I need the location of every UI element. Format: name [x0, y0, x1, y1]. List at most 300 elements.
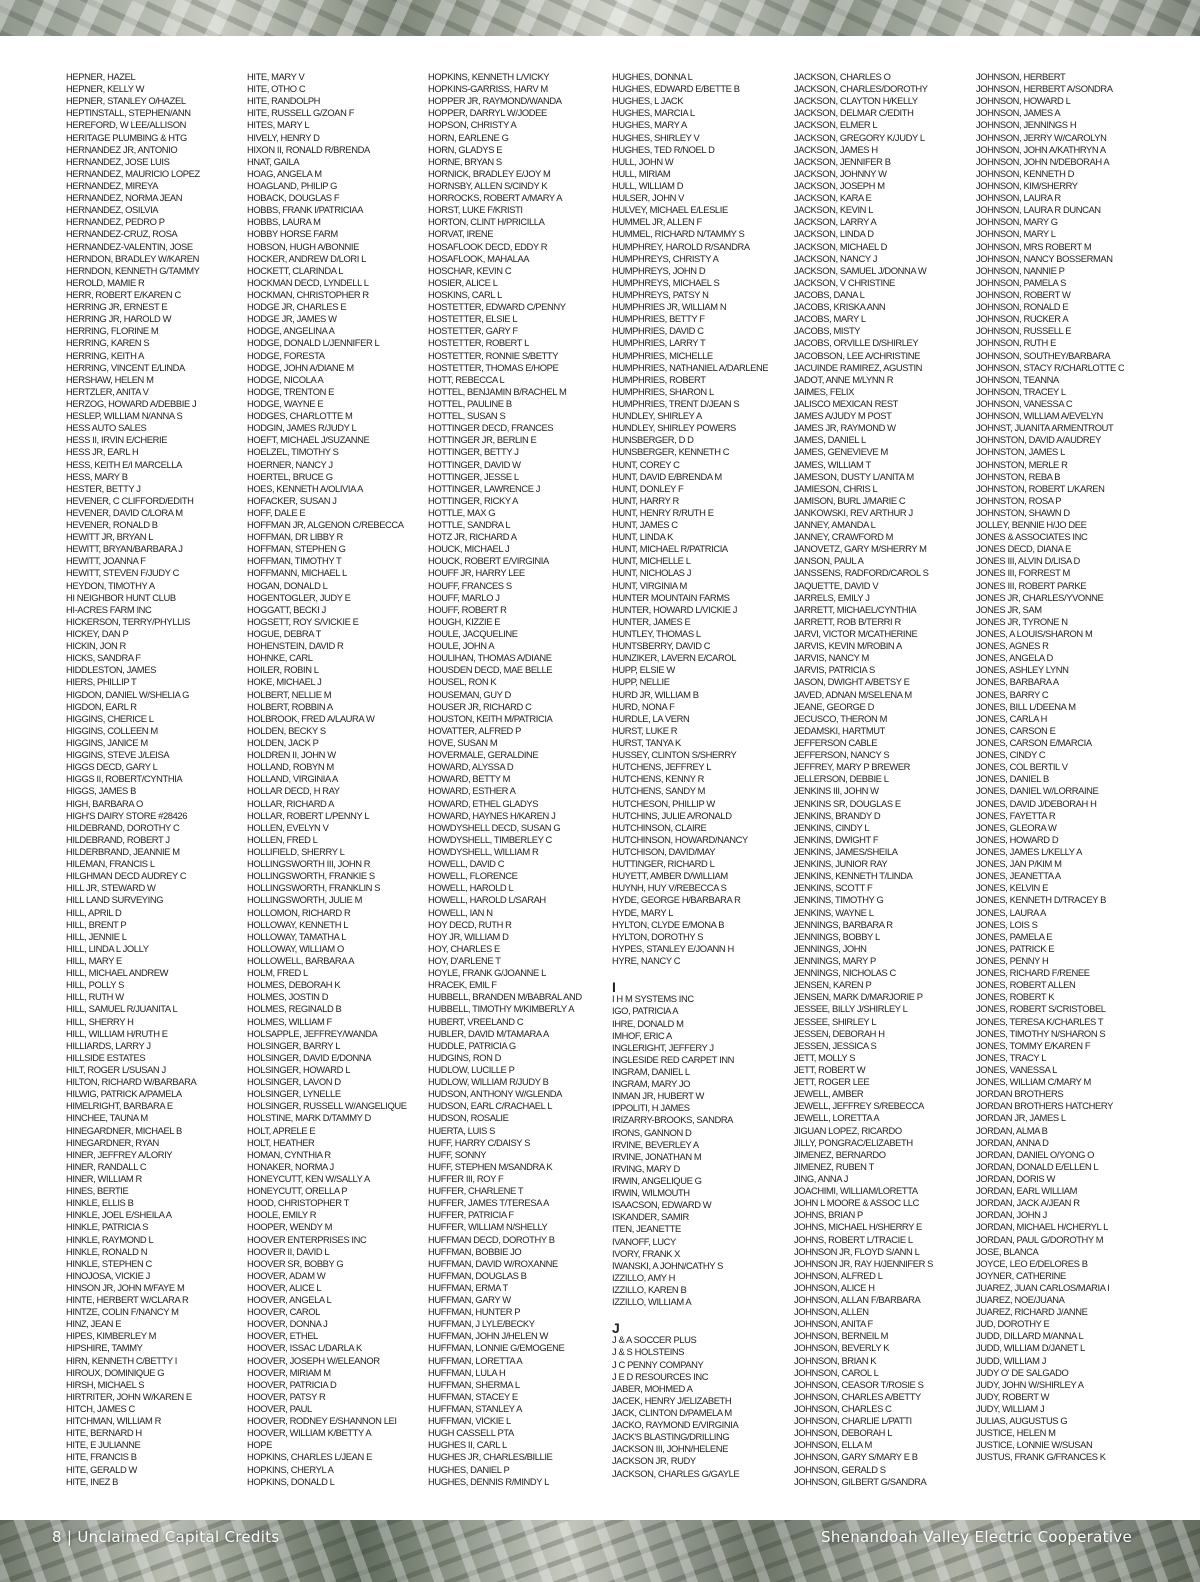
member-name-entry: JING, ANNA J: [794, 1172, 849, 1184]
member-name-entry: JENKINS, BRANDY D: [794, 809, 881, 821]
member-name-entry: HOPSON, CHRISTY A: [428, 119, 517, 131]
member-name-entry: HODGE, NICOLA A: [247, 373, 324, 385]
name-column-4: [612, 71, 768, 1480]
member-name-entry: HUTCHENS, JEFFREY L: [612, 761, 712, 773]
member-name-entry: JONES, ROBERT ALLEN: [976, 979, 1076, 991]
member-name-entry: JARRETT, MICHAEL/CYNTHIA: [794, 603, 917, 615]
member-name-entry: JONES, LOIS S: [976, 918, 1038, 930]
member-name-entry: JOHNSTON, SHAWN D: [976, 506, 1070, 518]
member-name-entry: JACKSON III, JOHN/HELENE: [612, 1443, 728, 1455]
member-name-entry: HUMMEL, RICHARD N/TAMMY S: [612, 228, 745, 240]
letter-heading: J: [612, 1320, 620, 1337]
member-name-entry: HITE, RANDOLPH: [247, 95, 321, 107]
member-name-entry: JACKSON, JOSEPH M: [794, 179, 885, 191]
member-name-entry: JARRELS, EMILY J: [794, 591, 870, 603]
member-name-entry: HERTZLER, ANITA V: [66, 385, 149, 397]
member-name-entry: JABER, MOHMED A: [612, 1382, 693, 1394]
member-name-entry: HUGHES JR, CHARLES/BILLIE: [428, 1451, 553, 1463]
member-name-entry: HUTCHISON, DAVID/MAY: [612, 846, 716, 857]
member-name-entry: HEWITT, STEVEN F/JUDY C: [66, 567, 180, 579]
member-name-entry: HIROUX, DOMINIQUE G: [66, 1366, 165, 1378]
member-name-entry: JOHNSON, MARY G: [976, 216, 1058, 228]
member-name-entry: HOPKINS, CHERYL A: [247, 1463, 334, 1475]
member-name-entry: HOLDREN II, JOHN W: [247, 749, 336, 761]
page-footer-right: Shenandoah Valley Electric Cooperative: [821, 1528, 1132, 1546]
member-name-entry: HOLLAND, ROBYN M: [247, 761, 334, 773]
member-name-entry: HUTCHENS, SANDY M: [612, 785, 706, 797]
member-name-entry: HUTCHINSON, CLAIRE: [612, 821, 707, 833]
member-name-entry: HUMPHRIES, TRENT D/JEAN S: [612, 397, 740, 409]
member-name-entry: JETT, ROBERT W: [794, 1063, 866, 1075]
member-name-entry: HOLBROOK, FRED A/LAURA W: [247, 712, 375, 724]
member-name-entry: JUSTICE, LONNIE W/SUSAN: [976, 1439, 1093, 1451]
member-name-entry: JOHNSON, GILBERT G/SANDRA: [794, 1475, 927, 1487]
member-name-entry: JACKSON, KEVIN L: [794, 204, 874, 216]
member-name-entry: HUGHES, TED R/NOEL D: [612, 143, 715, 155]
member-name-entry: HESS II, IRVIN E/CHERIE: [66, 434, 168, 446]
member-name-entry: HIGDON, EARL R: [66, 700, 137, 712]
member-name-entry: JONES, DANIEL W/LORRAINE: [976, 785, 1099, 797]
member-name-entry: JONES, CARSON E/MARCIA: [976, 737, 1092, 749]
member-name-entry: JOHNSON, ALLAN F/BARBARA: [794, 1294, 921, 1306]
member-name-entry: HOSTETTER, ELSIE L: [428, 313, 518, 325]
member-name-entry: HUPP, ELSIE W: [612, 664, 675, 676]
member-name-entry: JENSEN, KAREN P: [794, 979, 872, 991]
member-name-entry: HERNDON, KENNETH G/TAMMY: [66, 264, 200, 276]
member-name-entry: JOHNSON, CHARLIE L/PATTI: [794, 1415, 912, 1427]
member-name-entry: JOHNSON, JOHN A/KATHRYN A: [976, 143, 1106, 155]
member-name-entry: HUNT, VIRGINIA M: [612, 579, 687, 591]
member-name-entry: JOHNSON, RUTH E: [976, 337, 1056, 349]
member-name-entry: HUGHES, MARY A: [612, 119, 687, 131]
member-name-entry: HORNSBY, ALLEN S/CINDY K: [428, 179, 548, 191]
member-name-entry: HOLLIFIELD, SHERRY L: [247, 846, 345, 857]
member-name-entry: HONEYCUTT, ORELLA P: [247, 1185, 348, 1197]
member-name-entry: HOOVER, PATSY R: [247, 1390, 326, 1402]
member-name-entry: JONES, JAN P/KIM M: [976, 858, 1062, 870]
member-name-entry: HOSTETTER, RONNIE S/BETTY: [428, 349, 559, 361]
member-name-entry: HODGE JR, JAMES W: [247, 313, 337, 325]
member-name-entry: JAMIESON, CHRIS L: [794, 482, 878, 494]
member-name-entry: JONES, VANESSA L: [976, 1063, 1057, 1075]
member-name-entry: HOLMES, WILLIAM F: [247, 1015, 332, 1027]
member-name-entry: HUDLOW, LUCILLE P: [428, 1063, 515, 1075]
member-name-entry: HOWDYSHELL, TIMBERLEY C: [428, 833, 552, 845]
member-name-entry: HOSAFLOOK DECD, EDDY R: [428, 240, 548, 252]
member-name-entry: HOLBERT, ROBBIN A: [247, 700, 333, 712]
member-name-entry: HESS JR, EARL H: [66, 446, 139, 458]
member-name-entry: JENNINGS, NICHOLAS C: [794, 967, 896, 979]
member-name-entry: HOLLOWAY, WILLIAM O: [247, 942, 344, 954]
member-name-entry: JORDAN, DONALD E/ELLEN L: [976, 1160, 1099, 1172]
member-name-entry: JENKINS SR, DOUGLAS E: [794, 797, 901, 809]
member-name-entry: HIGGINS, COLLEEN M: [66, 724, 158, 736]
name-column-3: [428, 71, 582, 1488]
member-name-entry: HEREFORD, W LEE/ALLISON: [66, 119, 186, 131]
member-name-entry: HOSAFLOOK, MAHALAA: [428, 252, 530, 264]
member-name-entry: HUFFMAN, VICKIE L: [428, 1415, 511, 1427]
member-name-entry: HULL, WILLIAM D: [612, 179, 684, 191]
member-name-entry: HUTCHESON, PHILLIP W: [612, 797, 715, 809]
member-name-entry: JORDAN, PAUL G/DOROTHY M: [976, 1233, 1104, 1245]
member-name-entry: JOHNSON JR, FLOYD S/ANN L: [794, 1245, 920, 1257]
member-name-entry: HOGGATT, BECKI J: [247, 603, 326, 615]
member-name-entry: HILL, SAMUEL R/JUANITA L: [66, 1003, 178, 1015]
member-name-entry: JOSE, BLANCA: [976, 1245, 1039, 1257]
member-name-entry: HUFFMAN, HUNTER P: [428, 1306, 521, 1318]
member-name-entry: HOSIER, ALICE L: [428, 276, 498, 288]
member-name-entry: JENKINS III, JOHN W: [794, 785, 879, 797]
member-name-entry: HYRE, NANCY C: [612, 954, 681, 966]
member-name-entry: JANNEY, AMANDA L: [794, 519, 876, 531]
member-name-entry: HUNTSBERRY, DAVID C: [612, 640, 711, 652]
member-name-entry: HOCKER, ANDREW D/LORI L: [247, 252, 366, 264]
member-name-entry: HESS AUTO SALES: [66, 422, 147, 434]
member-name-entry: HUBBELL, TIMOTHY M/KIMBERLY A: [428, 1003, 575, 1015]
member-name-entry: HOELZEL, TIMOTHY S: [247, 446, 339, 458]
member-name-entry: JONES, ANGELA D: [976, 652, 1053, 664]
member-name-entry: JACKSON, ELMER L: [794, 119, 878, 131]
member-name-entry: JORDAN, ANNA D: [976, 1136, 1049, 1148]
member-name-entry: JONES, PATRICK E: [976, 942, 1055, 954]
member-name-entry: HITE, RUSSELL G/ZOAN F: [247, 107, 355, 119]
member-name-entry: HOOVER, DONNA J: [247, 1318, 328, 1330]
member-name-entry: HOOVER, PAUL: [247, 1403, 312, 1415]
member-name-entry: HINKLE, PATRICIA S: [66, 1221, 149, 1233]
member-name-entry: HOLSTINE, MARK D/TAMMY D: [247, 1112, 371, 1124]
member-name-entry: JONES JR, SAM: [976, 603, 1042, 615]
member-name-entry: JUD, DOROTHY E: [976, 1318, 1050, 1330]
member-name-entry: HUMMEL JR, ALLEN F: [612, 216, 702, 228]
member-name-entry: JORDAN, DANIEL O/YONG O: [976, 1148, 1095, 1160]
member-name-entry: HEPNER, HAZEL: [66, 71, 136, 82]
member-name-entry: HINEGARDNER, MICHAEL B: [66, 1124, 182, 1136]
member-name-entry: HIGGINS, JANICE M: [66, 737, 148, 749]
member-name-entry: HIGGINS, CHERICE L: [66, 712, 154, 724]
member-name-entry: JOHNSON, VANESSA C: [976, 397, 1073, 409]
member-name-entry: HUMPHREYS, CHRISTY A: [612, 252, 719, 264]
member-name-entry: JACKSON, LINDA D: [794, 228, 874, 240]
member-name-entry: JENKINS, KENNETH T/LINDA: [794, 870, 913, 882]
member-name-entry: JORDAN, JOHN J: [976, 1209, 1047, 1221]
member-name-entry: HOWARD, ETHEL GLADYS: [428, 797, 539, 809]
member-name-entry: HIPSHIRE, TAMMY: [66, 1342, 143, 1354]
member-name-entry: JONES DECD, DIANA E: [976, 543, 1072, 555]
member-name-entry: JARRETT, ROB B/TERRI R: [794, 615, 901, 627]
member-name-entry: HUFFMAN, LULA H: [428, 1366, 506, 1378]
member-name-entry: JONES, HOWARD D: [976, 833, 1059, 845]
member-name-entry: ITEN, JEANETTE: [612, 1223, 681, 1235]
member-name-entry: INGRAM, DANIEL L: [612, 1065, 690, 1077]
member-name-entry: HYLTON, CLYDE E/MONA B: [612, 918, 725, 930]
member-name-entry: HOFFMANN, MICHAEL L: [247, 567, 347, 579]
member-name-entry: JACOBS, DANA L: [794, 288, 865, 300]
member-name-entry: HINZ, JEAN E: [66, 1318, 122, 1330]
member-name-entry: JONES, PAMELA E: [976, 930, 1053, 942]
member-name-entry: HOUFF JR, HARRY LEE: [428, 567, 525, 579]
member-name-entry: HUNT, LINDA K: [612, 531, 673, 543]
member-name-entry: HOPPER JR, RAYMOND/WANDA: [428, 95, 562, 107]
member-name-entry: JONES, FAYETTA R: [976, 809, 1056, 821]
member-name-entry: HUTCHINS, JULIE A/RONALD: [612, 809, 732, 821]
member-name-entry: HOLM, FRED L: [247, 967, 308, 979]
member-name-entry: HOPKINS, CHARLES L/JEAN E: [247, 1451, 372, 1463]
member-name-entry: JOHNSON, KENNETH D: [976, 167, 1075, 179]
page-footer-left: 8 | Unclaimed Capital Credits: [52, 1528, 280, 1546]
member-name-entry: JOHN L MOORE & ASSOC LLC: [794, 1197, 919, 1209]
member-name-entry: HERRING, VINCENT E/LINDA: [66, 361, 185, 373]
member-name-entry: JONES III, FORREST M: [976, 567, 1070, 579]
member-name-entry: JARVIS, PATRICIA S: [794, 664, 875, 676]
member-name-entry: HULL, MIRIAM: [612, 167, 671, 179]
member-name-entry: HOY, CHARLES E: [428, 942, 500, 954]
member-name-entry: HERSHAW, HELEN M: [66, 373, 154, 385]
member-name-entry: HUMPHRIES, BETTY F: [612, 313, 705, 325]
member-name-entry: JONES, ROBERT S/CRISTOBEL: [976, 1003, 1106, 1015]
member-name-entry: JACOBSON, LEE A/CHRISTINE: [794, 349, 920, 361]
member-name-entry: HEWITT JR, BRYAN L: [66, 531, 154, 543]
member-name-entry: IRVINE, JONATHAN M: [612, 1150, 702, 1162]
member-name-entry: HUFF, HARRY C/DAISY S: [428, 1136, 531, 1148]
member-name-entry: HUNT, DAVID E/BRENDA M: [612, 470, 722, 482]
member-name-entry: HI-ACRES FARM INC: [66, 603, 152, 615]
member-name-entry: HITES, MARY L: [247, 119, 310, 131]
member-name-entry: HUMPHRIES, ROBERT: [612, 373, 706, 385]
member-name-entry: JUAREZ, JUAN CARLOS/MARIA I: [976, 1281, 1110, 1293]
member-name-entry: HINKLE, ELLIS B: [66, 1197, 134, 1209]
member-name-entry: HOY JR, WILLIAM D: [428, 930, 509, 942]
member-name-entry: HOHENSTEIN, DAVID R: [247, 640, 344, 652]
member-name-entry: HOOVER, CAROL: [247, 1306, 320, 1318]
member-name-entry: JEFFERSON CABLE: [794, 737, 878, 749]
member-name-entry: HOERTEL, BRUCE G: [247, 470, 333, 482]
member-name-entry: J & S HOLSTEINS: [612, 1346, 685, 1358]
member-name-entry: HILT, ROGER L/SUSAN J: [66, 1063, 166, 1075]
member-name-entry: HOGENTOGLER, JUDY E: [247, 591, 351, 603]
member-name-entry: JORDAN, MICHAEL H/CHERYL L: [976, 1221, 1108, 1233]
member-name-entry: JUDD, WILLIAM D/JANET L: [976, 1342, 1085, 1354]
member-name-entry: HILDERBRAND, JEANNIE M: [66, 846, 180, 857]
member-name-entry: HILL, RUTH W: [66, 991, 124, 1003]
member-name-entry: HOMAN, CYNTHIA R: [247, 1148, 331, 1160]
member-name-entry: JOHNSTON, REBA B: [976, 470, 1061, 482]
member-name-entry: JAIMES, FELIX: [794, 385, 854, 397]
member-name-entry: JARVIS, NANCY M: [794, 652, 869, 664]
member-name-entry: JONES, CARSON E: [976, 724, 1056, 736]
member-name-entry: HOOVER II, DAVID L: [247, 1245, 330, 1257]
member-name-entry: HNAT, GAILA: [247, 155, 300, 167]
member-name-entry: HILTON, RICHARD W/BARBARA: [66, 1076, 197, 1088]
member-name-entry: HOOVER, ISSAC L/DARLA K: [247, 1342, 362, 1354]
member-name-entry: JARVIS, KEVIN M/ROBIN A: [794, 640, 902, 652]
member-name-entry: INGLERIGHT, JEFFERY J: [612, 1041, 714, 1053]
member-name-entry: JAMES, WILLIAM T: [794, 458, 871, 470]
member-name-entry: HUFFMAN DECD, DOROTHY B: [428, 1233, 555, 1245]
member-name-entry: HOTTEL, SUSAN S: [428, 410, 506, 422]
member-name-entry: JACKSON, CHARLES O: [794, 71, 891, 82]
member-name-entry: ISAACSON, EDWARD W: [612, 1199, 712, 1211]
member-name-entry: JAQUETTE, DAVID V: [794, 579, 879, 591]
member-name-entry: JEDAMSKI, HARTMUT: [794, 724, 885, 736]
member-name-entry: HUNSBERGER, KENNETH C: [612, 446, 730, 458]
member-name-entry: HEWITT, BRYAN/BARBARA J: [66, 543, 183, 555]
member-name-entry: HOOVER ENTERPRISES INC: [247, 1233, 367, 1245]
member-name-entry: HOHNKE, CARL: [247, 652, 313, 664]
member-name-entry: JOHNSON, MARY L: [976, 228, 1056, 240]
member-name-entry: JOHNS, MICHAEL H/SHERRY E: [794, 1221, 922, 1233]
member-name-entry: JOHNSON, JENNINGS H: [976, 119, 1077, 131]
member-name-entry: JEANE, GEORGE D: [794, 700, 874, 712]
member-name-entry: HOYLE, FRANK G/JOANNE L: [428, 967, 546, 979]
member-name-entry: HILL, APRIL D: [66, 906, 122, 918]
member-name-entry: HUNT, MICHELLE L: [612, 555, 691, 567]
member-name-entry: HERR, ROBERT E/KAREN C: [66, 288, 181, 300]
member-name-entry: JOHNSTON, JAMES L: [976, 446, 1065, 458]
member-name-entry: HOAGLAND, PHILIP G: [247, 179, 338, 191]
member-name-entry: HIRN, KENNETH C/BETTY I: [66, 1354, 177, 1366]
member-name-entry: HICKIN, JON R: [66, 640, 126, 652]
member-name-entry: HOSCHAR, KEVIN C: [428, 264, 512, 276]
member-name-entry: JAVED, ADNAN M/SELENA M: [794, 688, 912, 700]
member-name-entry: HOEFT, MICHAEL J/SUZANNE: [247, 434, 370, 446]
member-name-entry: JENKINS, CINDY L: [794, 821, 870, 833]
member-name-entry: HIGH, BARBARA O: [66, 797, 143, 809]
member-name-entry: HOOVER, WILLIAM K/BETTY A: [247, 1427, 372, 1439]
member-name-entry: HOTTINGER, JESSE L: [428, 470, 519, 482]
member-name-entry: JIMENEZ, BERNARDO: [794, 1148, 886, 1160]
member-name-entry: JUDY, JOHN W/SHIRLEY A: [976, 1378, 1084, 1390]
member-name-entry: IRONS, GANNON D: [612, 1126, 692, 1138]
member-name-entry: HOOVER SR, BOBBY G: [247, 1257, 344, 1269]
member-name-entry: IZZILLO, WILLIAM A: [612, 1296, 692, 1308]
member-name-entry: JORDAN BROTHERS: [976, 1088, 1064, 1100]
member-name-entry: JENNINGS, BOBBY L: [794, 930, 880, 942]
member-name-entry: HEPTINSTALL, STEPHEN/ANN: [66, 107, 191, 119]
member-name-entry: HOUSDEN DECD, MAE BELLE: [428, 664, 553, 676]
member-name-entry: HURST, LUKE R: [612, 724, 678, 736]
member-name-entry: INMAN JR, HUBERT W: [612, 1090, 704, 1102]
member-name-entry: HUNT, DONLEY F: [612, 482, 684, 494]
member-name-entry: JIMENEZ, RUBEN T: [794, 1160, 874, 1172]
member-name-entry: HERRING JR, HAROLD W: [66, 313, 172, 325]
member-name-entry: IZZILLO, AMY H: [612, 1271, 675, 1283]
member-name-entry: HUGHES, MARCIA L: [612, 107, 695, 119]
member-name-entry: JEWELL, AMBER: [794, 1088, 864, 1100]
member-name-entry: HUNT, JAMES C: [612, 519, 678, 531]
member-name-entry: HUNDLEY, SHIRLEY A: [612, 410, 702, 422]
member-name-entry: JONES, TOMMY E/KAREN F: [976, 1039, 1091, 1051]
member-name-entry: HERNDON, BRADLEY W/KAREN: [66, 252, 199, 264]
member-name-entry: JONES, COL BERTIL V: [976, 761, 1068, 773]
member-name-entry: JONES III, ROBERT PARKE: [976, 579, 1087, 591]
member-name-entry: HUYETT, AMBER D/WILLIAM: [612, 870, 728, 882]
member-name-entry: JACKSON, LARRY A: [794, 216, 877, 228]
member-name-entry: HILL, JENNIE L: [66, 930, 127, 942]
member-name-entry: HOLLOWAY, KENNETH L: [247, 918, 349, 930]
member-name-entry: HOWARD, ALYSSA D: [428, 761, 514, 773]
member-name-entry: HEVENER, C CLIFFORD/EDITH: [66, 494, 194, 506]
member-name-entry: JUSTUS, FRANK G/FRANCES K: [976, 1451, 1106, 1463]
member-name-entry: HOOVER, PATRICIA D: [247, 1378, 337, 1390]
member-name-entry: HIPES, KIMBERLEY M: [66, 1330, 157, 1342]
member-name-entry: JONES, CARLA H: [976, 712, 1047, 724]
member-name-entry: HOLSINGER, HOWARD L: [247, 1063, 351, 1075]
member-name-entry: JANSSENS, RADFORD/CAROL S: [794, 567, 929, 579]
member-name-entry: HILL, POLLY S: [66, 979, 125, 991]
member-name-entry: JOHNSON, TRACEY L: [976, 385, 1066, 397]
member-name-entry: HULL, JOHN W: [612, 155, 674, 167]
member-name-entry: HOULE, JOHN A: [428, 640, 495, 652]
member-name-entry: HOLLAR, RICHARD A: [247, 797, 334, 809]
member-name-entry: HITE, OTHO C: [247, 83, 306, 95]
member-name-entry: JOHNSTON, ROBERT L/KAREN: [976, 482, 1105, 494]
member-name-entry: HOPKINS, DONALD L: [247, 1475, 335, 1487]
member-name-entry: HOLSINGER, RUSSELL W/ANGELIQUE: [247, 1100, 407, 1112]
member-name-entry: JOHNSON, RONALD E: [976, 301, 1069, 313]
member-name-entry: HOLLAR, ROBERT L/PENNY L: [247, 809, 370, 821]
member-name-entry: IWANSKI, A JOHN/CATHY S: [612, 1259, 723, 1271]
member-name-entry: JAMES, GENEVIEVE M: [794, 446, 888, 458]
member-name-entry: IPPOLITI, H JAMES: [612, 1102, 690, 1114]
member-name-entry: HIERS, PHILLIP T: [66, 676, 137, 688]
member-name-entry: HERNANDEZ, MIREYA: [66, 179, 158, 191]
member-name-entry: HOLSINGER, LYNELLE: [247, 1088, 341, 1100]
member-name-entry: HOTTINGER, DAVID W: [428, 458, 521, 470]
member-name-entry: HUMPHRIES, DAVID C: [612, 325, 704, 337]
member-name-entry: JEWELL, LORETTA A: [794, 1112, 880, 1124]
member-name-entry: HOLLINGSWORTH, FRANKIE S: [247, 870, 375, 882]
member-name-entry: JACKSON, MICHAEL D: [794, 240, 887, 252]
member-name-entry: HIGDON, DANIEL W/SHELIA G: [66, 688, 190, 700]
member-name-entry: HOFFMAN, DR LIBBY R: [247, 531, 343, 543]
member-name-entry: HOERNER, NANCY J: [247, 458, 333, 470]
member-name-entry: HIDDLESTON, JAMES: [66, 664, 156, 676]
member-name-entry: HOLMES, JOSTIN D: [247, 991, 329, 1003]
member-name-entry: JACOBS, MISTY: [794, 325, 861, 337]
member-name-entry: HODGE, JOHN A/DIANE M: [247, 361, 354, 373]
member-name-entry: HUFFMAN, DAVID W/ROXANNE: [428, 1257, 558, 1269]
member-name-entry: JOHNSON, CHARLES A/BETTY: [794, 1390, 921, 1402]
member-name-entry: HUFF, STEPHEN M/SANDRA K: [428, 1160, 553, 1172]
member-name-entry: JENKINS, DWIGHT F: [794, 833, 879, 845]
member-name-entry: JOHNSON, DEBORAH L: [794, 1427, 893, 1439]
member-name-entry: JETT, MOLLY S: [794, 1051, 856, 1063]
member-name-entry: JUDD, DILLARD M/ANNA L: [976, 1330, 1084, 1342]
member-name-entry: JOHNSTON, ROSA P: [976, 494, 1062, 506]
member-name-entry: HYDE, GEORGE H/BARBARA R: [612, 894, 741, 906]
member-name-entry: HIVELY, HENRY D: [247, 131, 320, 143]
member-name-entry: JAMISON, BURL J/MARIE C: [794, 494, 906, 506]
member-name-entry: JENKINS, JUNIOR RAY: [794, 858, 888, 870]
member-name-entry: HOWARD, ESTHER A: [428, 785, 516, 797]
member-name-entry: JONES, TIMOTHY N/SHARON S: [976, 1027, 1106, 1039]
member-name-entry: HERNANDEZ, OSILVIA: [66, 204, 159, 216]
member-name-entry: JOHNSON, ALLEN: [794, 1306, 869, 1318]
member-name-entry: HUDSON, ANTHONY W/GLENDA: [428, 1088, 562, 1100]
member-name-entry: JORDAN JR, JAMES L: [976, 1112, 1066, 1124]
member-name-entry: IMHOF, ERIC A: [612, 1029, 672, 1041]
member-name-entry: HUFFMAN, LONNIE G/EMOGENE: [428, 1342, 565, 1354]
member-name-entry: HUGHES, EDWARD E/BETTE B: [612, 83, 740, 95]
member-name-entry: HILL, MARY E: [66, 954, 122, 966]
member-name-entry: HUYNH, HUY V/REBECCA S: [612, 882, 727, 894]
member-name-entry: JONES, GLEORA W: [976, 821, 1057, 833]
member-name-entry: HOILER, ROBIN L: [247, 664, 319, 676]
member-name-entry: JONES, BARBARA A: [976, 676, 1059, 688]
member-name-entry: HERRING, KEITH A: [66, 349, 144, 361]
member-name-entry: HOWDYSHELL DECD, SUSAN G: [428, 821, 561, 833]
member-name-entry: JELLERSON, DEBBIE L: [794, 773, 889, 785]
